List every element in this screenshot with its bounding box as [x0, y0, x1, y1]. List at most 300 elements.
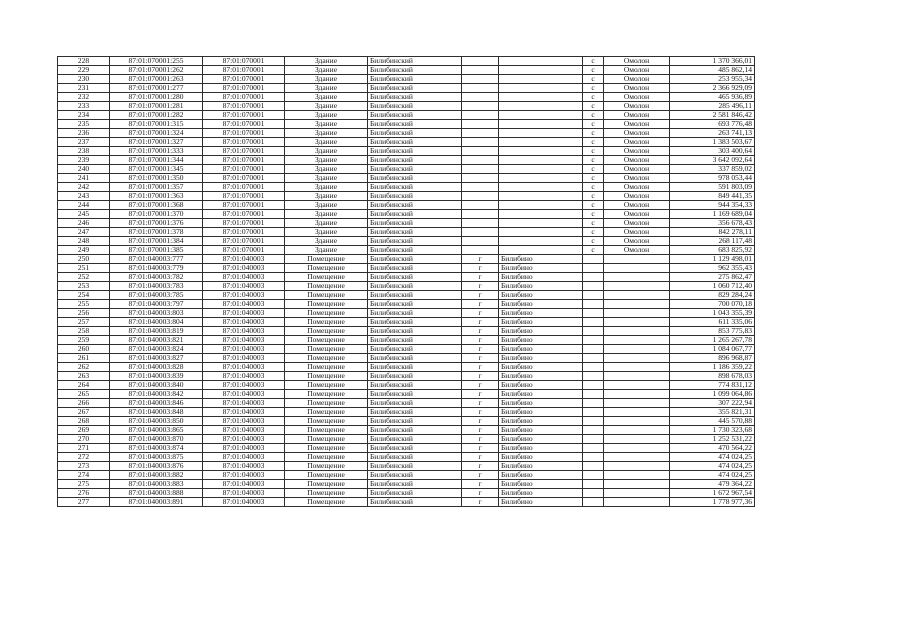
object-type-cell: Здание	[285, 75, 368, 84]
row-number-cell: 228	[58, 57, 110, 66]
settlement-name-cell: Билибино	[499, 300, 583, 309]
row-number-cell: 235	[58, 120, 110, 129]
cadastral-number-cell: 87:01:070001:357	[110, 183, 203, 192]
settlement-type-cell	[462, 246, 499, 255]
row-number-cell: 267	[58, 408, 110, 417]
settlement-name-cell	[499, 192, 583, 201]
district-cell: Билибинский	[368, 453, 462, 462]
table-row	[58, 102, 755, 111]
district-cell: Билибинский	[368, 84, 462, 93]
locality-type-cell	[583, 462, 604, 471]
cadastral-value-cell: 2 581 846,42	[670, 111, 755, 120]
cadastral-quarter-cell: 87:01:040003	[203, 309, 285, 318]
cadastral-number-cell: 87:01:040003:882	[110, 471, 203, 480]
table-row	[58, 93, 755, 102]
district-cell: Билибинский	[368, 57, 462, 66]
cadastral-number-cell: 87:01:070001:368	[110, 201, 203, 210]
cadastral-quarter-cell: 87:01:070001	[203, 228, 285, 237]
settlement-type-cell	[462, 201, 499, 210]
object-type-cell: Помещение	[285, 264, 368, 273]
district-cell: Билибинский	[368, 210, 462, 219]
settlement-type-cell	[462, 138, 499, 147]
cadastral-quarter-cell: 87:01:040003	[203, 255, 285, 264]
settlement-type-cell	[462, 219, 499, 228]
object-type-cell: Помещение	[285, 399, 368, 408]
locality-name-cell	[604, 426, 670, 435]
locality-name-cell	[604, 462, 670, 471]
locality-name-cell	[604, 381, 670, 390]
object-type-cell: Здание	[285, 219, 368, 228]
row-number-cell: 248	[58, 237, 110, 246]
district-cell: Билибинский	[368, 309, 462, 318]
cadastral-number-cell: 87:01:040003:888	[110, 489, 203, 498]
row-number-cell: 253	[58, 282, 110, 291]
district-cell: Билибинский	[368, 111, 462, 120]
settlement-type-cell	[462, 75, 499, 84]
cadastral-number-cell: 87:01:040003:874	[110, 444, 203, 453]
locality-type-cell	[583, 345, 604, 354]
cadastral-quarter-cell: 87:01:040003	[203, 462, 285, 471]
document-page	[57, 56, 755, 507]
locality-type-cell: с	[583, 246, 604, 255]
cadastral-value-cell: 3 642 092,64	[670, 156, 755, 165]
row-number-cell: 241	[58, 174, 110, 183]
cadastral-number-cell: 87:01:040003:870	[110, 435, 203, 444]
locality-type-cell: с	[583, 66, 604, 75]
object-type-cell: Помещение	[285, 372, 368, 381]
cadastral-value-cell: 1 060 712,40	[670, 282, 755, 291]
locality-type-cell	[583, 354, 604, 363]
cadastral-number-cell: 87:01:040003:883	[110, 480, 203, 489]
settlement-type-cell	[462, 237, 499, 246]
cadastral-quarter-cell: 87:01:070001	[203, 219, 285, 228]
cadastral-value-cell: 337 859,02	[670, 165, 755, 174]
locality-name-cell	[604, 282, 670, 291]
settlement-type-cell: г	[462, 408, 499, 417]
locality-name-cell: Омолон	[604, 147, 670, 156]
settlement-type-cell: г	[462, 354, 499, 363]
settlement-name-cell: Билибино	[499, 390, 583, 399]
settlement-type-cell	[462, 93, 499, 102]
cadastral-value-cell: 1 084 067,77	[670, 345, 755, 354]
locality-type-cell	[583, 381, 604, 390]
table-row	[58, 498, 755, 507]
cadastral-value-cell: 445 570,88	[670, 417, 755, 426]
table-row	[58, 111, 755, 120]
settlement-name-cell: Билибино	[499, 363, 583, 372]
district-cell: Билибинский	[368, 480, 462, 489]
settlement-name-cell	[499, 219, 583, 228]
settlement-name-cell	[499, 183, 583, 192]
locality-name-cell: Омолон	[604, 156, 670, 165]
table-row	[58, 462, 755, 471]
cadastral-value-cell: 470 564,22	[670, 444, 755, 453]
district-cell: Билибинский	[368, 183, 462, 192]
cadastral-quarter-cell: 87:01:040003	[203, 435, 285, 444]
cadastral-value-cell: 263 741,13	[670, 129, 755, 138]
object-type-cell: Помещение	[285, 309, 368, 318]
object-type-cell: Помещение	[285, 381, 368, 390]
locality-name-cell: Омолон	[604, 66, 670, 75]
cadastral-quarter-cell: 87:01:040003	[203, 273, 285, 282]
settlement-type-cell: г	[462, 318, 499, 327]
settlement-type-cell: г	[462, 462, 499, 471]
settlement-name-cell: Билибино	[499, 471, 583, 480]
cadastral-value-cell: 356 678,43	[670, 219, 755, 228]
cadastral-quarter-cell: 87:01:070001	[203, 120, 285, 129]
cadastral-number-cell: 87:01:070001:327	[110, 138, 203, 147]
cadastral-quarter-cell: 87:01:070001	[203, 174, 285, 183]
object-type-cell: Помещение	[285, 462, 368, 471]
row-number-cell: 260	[58, 345, 110, 354]
locality-type-cell: с	[583, 219, 604, 228]
settlement-type-cell: г	[462, 489, 499, 498]
locality-name-cell	[604, 489, 670, 498]
settlement-name-cell	[499, 210, 583, 219]
locality-type-cell	[583, 426, 604, 435]
cadastral-quarter-cell: 87:01:070001	[203, 246, 285, 255]
cadastral-value-cell: 1 252 531,22	[670, 435, 755, 444]
settlement-type-cell: г	[462, 327, 499, 336]
table-row	[58, 273, 755, 282]
settlement-name-cell: Билибино	[499, 417, 583, 426]
cadastral-value-cell: 268 117,48	[670, 237, 755, 246]
cadastral-number-cell: 87:01:040003:785	[110, 291, 203, 300]
settlement-type-cell	[462, 228, 499, 237]
settlement-name-cell: Билибино	[499, 327, 583, 336]
district-cell: Билибинский	[368, 363, 462, 372]
settlement-type-cell: г	[462, 282, 499, 291]
settlement-name-cell: Билибино	[499, 453, 583, 462]
cadastral-number-cell: 87:01:040003:846	[110, 399, 203, 408]
object-type-cell: Помещение	[285, 489, 368, 498]
object-type-cell: Здание	[285, 210, 368, 219]
cadastral-number-cell: 87:01:070001:350	[110, 174, 203, 183]
cadastral-quarter-cell: 87:01:040003	[203, 426, 285, 435]
cadastral-value-cell: 700 070,18	[670, 300, 755, 309]
district-cell: Билибинский	[368, 399, 462, 408]
settlement-type-cell: г	[462, 399, 499, 408]
district-cell: Билибинский	[368, 174, 462, 183]
cadastral-value-cell: 253 955,34	[670, 75, 755, 84]
table-row	[58, 255, 755, 264]
row-number-cell: 230	[58, 75, 110, 84]
district-cell: Билибинский	[368, 291, 462, 300]
cadastral-quarter-cell: 87:01:070001	[203, 111, 285, 120]
settlement-name-cell: Билибино	[499, 336, 583, 345]
cadastral-value-cell: 591 803,09	[670, 183, 755, 192]
locality-name-cell	[604, 255, 670, 264]
object-type-cell: Помещение	[285, 291, 368, 300]
locality-name-cell	[604, 498, 670, 507]
row-number-cell: 277	[58, 498, 110, 507]
district-cell: Билибинский	[368, 156, 462, 165]
locality-name-cell	[604, 300, 670, 309]
cadastral-number-cell: 87:01:040003:865	[110, 426, 203, 435]
cadastral-quarter-cell: 87:01:070001	[203, 75, 285, 84]
row-number-cell: 237	[58, 138, 110, 147]
cadastral-number-cell: 87:01:040003:875	[110, 453, 203, 462]
cadastral-number-cell: 87:01:070001:262	[110, 66, 203, 75]
locality-name-cell: Омолон	[604, 237, 670, 246]
locality-name-cell: Омолон	[604, 192, 670, 201]
cadastral-value-cell: 1 730 323,68	[670, 426, 755, 435]
cadastral-quarter-cell: 87:01:070001	[203, 129, 285, 138]
settlement-type-cell: г	[462, 435, 499, 444]
settlement-name-cell: Билибино	[499, 399, 583, 408]
cadastral-value-cell: 1 169 689,04	[670, 210, 755, 219]
cadastral-value-cell: 1 778 977,36	[670, 498, 755, 507]
table-row	[58, 336, 755, 345]
district-cell: Билибинский	[368, 228, 462, 237]
settlement-type-cell: г	[462, 372, 499, 381]
district-cell: Билибинский	[368, 381, 462, 390]
locality-name-cell: Омолон	[604, 111, 670, 120]
locality-type-cell: с	[583, 210, 604, 219]
cadastral-value-cell: 962 355,43	[670, 264, 755, 273]
cadastral-number-cell: 87:01:070001:282	[110, 111, 203, 120]
locality-type-cell: с	[583, 165, 604, 174]
locality-type-cell: с	[583, 156, 604, 165]
row-number-cell: 258	[58, 327, 110, 336]
cadastral-quarter-cell: 87:01:040003	[203, 390, 285, 399]
cadastral-quarter-cell: 87:01:070001	[203, 138, 285, 147]
object-type-cell: Здание	[285, 156, 368, 165]
cadastral-value-cell: 2 366 929,09	[670, 84, 755, 93]
settlement-type-cell: г	[462, 363, 499, 372]
settlement-type-cell: г	[462, 417, 499, 426]
object-type-cell: Помещение	[285, 498, 368, 507]
object-type-cell: Помещение	[285, 273, 368, 282]
row-number-cell: 249	[58, 246, 110, 255]
cadastral-value-cell: 853 775,83	[670, 327, 755, 336]
district-cell: Билибинский	[368, 462, 462, 471]
object-type-cell: Здание	[285, 183, 368, 192]
cadastral-number-cell: 87:01:070001:363	[110, 192, 203, 201]
settlement-name-cell: Билибино	[499, 255, 583, 264]
settlement-name-cell: Билибино	[499, 489, 583, 498]
cadastral-quarter-cell: 87:01:070001	[203, 102, 285, 111]
locality-name-cell: Омолон	[604, 201, 670, 210]
district-cell: Билибинский	[368, 471, 462, 480]
row-number-cell: 269	[58, 426, 110, 435]
object-type-cell: Помещение	[285, 453, 368, 462]
row-number-cell: 273	[58, 462, 110, 471]
cadastral-value-cell: 1 265 267,78	[670, 336, 755, 345]
district-cell: Билибинский	[368, 273, 462, 282]
cadastral-value-cell: 307 222,94	[670, 399, 755, 408]
settlement-name-cell: Билибино	[499, 498, 583, 507]
table-row	[58, 435, 755, 444]
locality-type-cell	[583, 399, 604, 408]
row-number-cell: 265	[58, 390, 110, 399]
settlement-type-cell	[462, 174, 499, 183]
settlement-type-cell	[462, 210, 499, 219]
cadastral-value-cell: 1 383 503,67	[670, 138, 755, 147]
row-number-cell: 262	[58, 363, 110, 372]
cadastral-number-cell: 87:01:070001:370	[110, 210, 203, 219]
object-type-cell: Здание	[285, 66, 368, 75]
cadastral-number-cell: 87:01:040003:839	[110, 372, 203, 381]
settlement-name-cell	[499, 75, 583, 84]
settlement-type-cell: г	[462, 471, 499, 480]
district-cell: Билибинский	[368, 426, 462, 435]
settlement-name-cell	[499, 129, 583, 138]
cadastral-value-cell: 474 024,25	[670, 462, 755, 471]
locality-type-cell	[583, 309, 604, 318]
settlement-type-cell: г	[462, 453, 499, 462]
cadastral-quarter-cell: 87:01:040003	[203, 291, 285, 300]
row-number-cell: 254	[58, 291, 110, 300]
locality-name-cell: Омолон	[604, 75, 670, 84]
locality-name-cell: Омолон	[604, 246, 670, 255]
locality-name-cell	[604, 291, 670, 300]
cadastral-number-cell: 87:01:070001:345	[110, 165, 203, 174]
settlement-type-cell	[462, 111, 499, 120]
object-type-cell: Здание	[285, 111, 368, 120]
table-row	[58, 318, 755, 327]
settlement-type-cell: г	[462, 336, 499, 345]
settlement-type-cell: г	[462, 381, 499, 390]
locality-type-cell	[583, 327, 604, 336]
locality-name-cell	[604, 471, 670, 480]
row-number-cell: 238	[58, 147, 110, 156]
table-row	[58, 138, 755, 147]
settlement-name-cell: Билибино	[499, 381, 583, 390]
cadastral-value-cell: 1 129 498,01	[670, 255, 755, 264]
locality-type-cell	[583, 264, 604, 273]
object-type-cell: Здание	[285, 228, 368, 237]
settlement-name-cell: Билибино	[499, 273, 583, 282]
cadastral-value-cell: 898 678,03	[670, 372, 755, 381]
locality-name-cell: Омолон	[604, 93, 670, 102]
locality-name-cell	[604, 264, 670, 273]
table-row	[58, 57, 755, 66]
cadastral-value-cell: 303 400,64	[670, 147, 755, 156]
table-row	[58, 156, 755, 165]
locality-name-cell: Омолон	[604, 57, 670, 66]
cadastral-number-cell: 87:01:040003:779	[110, 264, 203, 273]
row-number-cell: 251	[58, 264, 110, 273]
table-row	[58, 453, 755, 462]
object-type-cell: Здание	[285, 120, 368, 129]
locality-type-cell: с	[583, 138, 604, 147]
cadastral-value-cell: 896 968,87	[670, 354, 755, 363]
cadastral-quarter-cell: 87:01:040003	[203, 408, 285, 417]
locality-type-cell: с	[583, 120, 604, 129]
row-number-cell: 247	[58, 228, 110, 237]
object-type-cell: Здание	[285, 84, 368, 93]
object-type-cell: Помещение	[285, 480, 368, 489]
table-row	[58, 426, 755, 435]
settlement-name-cell	[499, 66, 583, 75]
district-cell: Билибинский	[368, 165, 462, 174]
table-row	[58, 147, 755, 156]
district-cell: Билибинский	[368, 282, 462, 291]
cadastral-number-cell: 87:01:040003:840	[110, 381, 203, 390]
cadastral-quarter-cell: 87:01:040003	[203, 354, 285, 363]
table-row	[58, 192, 755, 201]
object-type-cell: Помещение	[285, 300, 368, 309]
settlement-name-cell: Билибино	[499, 282, 583, 291]
table-row	[58, 120, 755, 129]
object-type-cell: Здание	[285, 129, 368, 138]
cadastral-quarter-cell: 87:01:070001	[203, 66, 285, 75]
object-type-cell: Помещение	[285, 327, 368, 336]
locality-type-cell	[583, 444, 604, 453]
object-type-cell: Здание	[285, 246, 368, 255]
row-number-cell: 270	[58, 435, 110, 444]
settlement-type-cell	[462, 192, 499, 201]
locality-type-cell	[583, 336, 604, 345]
district-cell: Билибинский	[368, 138, 462, 147]
settlement-name-cell	[499, 84, 583, 93]
locality-name-cell: Омолон	[604, 210, 670, 219]
table-row	[58, 174, 755, 183]
table-row	[58, 363, 755, 372]
locality-name-cell: Омолон	[604, 165, 670, 174]
locality-name-cell: Омолон	[604, 228, 670, 237]
cadastral-quarter-cell: 87:01:070001	[203, 93, 285, 102]
locality-type-cell: с	[583, 129, 604, 138]
cadastral-number-cell: 87:01:040003:848	[110, 408, 203, 417]
locality-type-cell: с	[583, 147, 604, 156]
table-row	[58, 489, 755, 498]
cadastral-value-cell: 774 831,12	[670, 381, 755, 390]
table-row	[58, 237, 755, 246]
locality-name-cell: Омолон	[604, 219, 670, 228]
cadastral-number-cell: 87:01:040003:797	[110, 300, 203, 309]
cadastral-quarter-cell: 87:01:070001	[203, 210, 285, 219]
cadastral-value-cell: 842 278,11	[670, 228, 755, 237]
settlement-name-cell: Билибино	[499, 462, 583, 471]
cadastral-number-cell: 87:01:070001:280	[110, 93, 203, 102]
cadastral-quarter-cell: 87:01:040003	[203, 489, 285, 498]
settlement-name-cell	[499, 102, 583, 111]
row-number-cell: 243	[58, 192, 110, 201]
district-cell: Билибинский	[368, 93, 462, 102]
settlement-name-cell	[499, 111, 583, 120]
settlement-name-cell	[499, 147, 583, 156]
cadastral-quarter-cell: 87:01:070001	[203, 192, 285, 201]
table-row	[58, 246, 755, 255]
row-number-cell: 275	[58, 480, 110, 489]
object-type-cell: Здание	[285, 165, 368, 174]
district-cell: Билибинский	[368, 417, 462, 426]
table-row	[58, 309, 755, 318]
locality-type-cell: с	[583, 201, 604, 210]
locality-type-cell: с	[583, 102, 604, 111]
row-number-cell: 245	[58, 210, 110, 219]
object-type-cell: Помещение	[285, 471, 368, 480]
settlement-type-cell: г	[462, 480, 499, 489]
table-row	[58, 210, 755, 219]
object-type-cell: Помещение	[285, 444, 368, 453]
locality-name-cell	[604, 363, 670, 372]
settlement-name-cell: Билибино	[499, 309, 583, 318]
district-cell: Билибинский	[368, 102, 462, 111]
row-number-cell: 231	[58, 84, 110, 93]
row-number-cell: 240	[58, 165, 110, 174]
cadastral-number-cell: 87:01:070001:333	[110, 147, 203, 156]
settlement-name-cell: Билибино	[499, 354, 583, 363]
locality-name-cell	[604, 372, 670, 381]
locality-type-cell: с	[583, 93, 604, 102]
district-cell: Билибинский	[368, 345, 462, 354]
table-row	[58, 129, 755, 138]
cadastral-value-cell: 465 936,89	[670, 93, 755, 102]
row-number-cell: 255	[58, 300, 110, 309]
